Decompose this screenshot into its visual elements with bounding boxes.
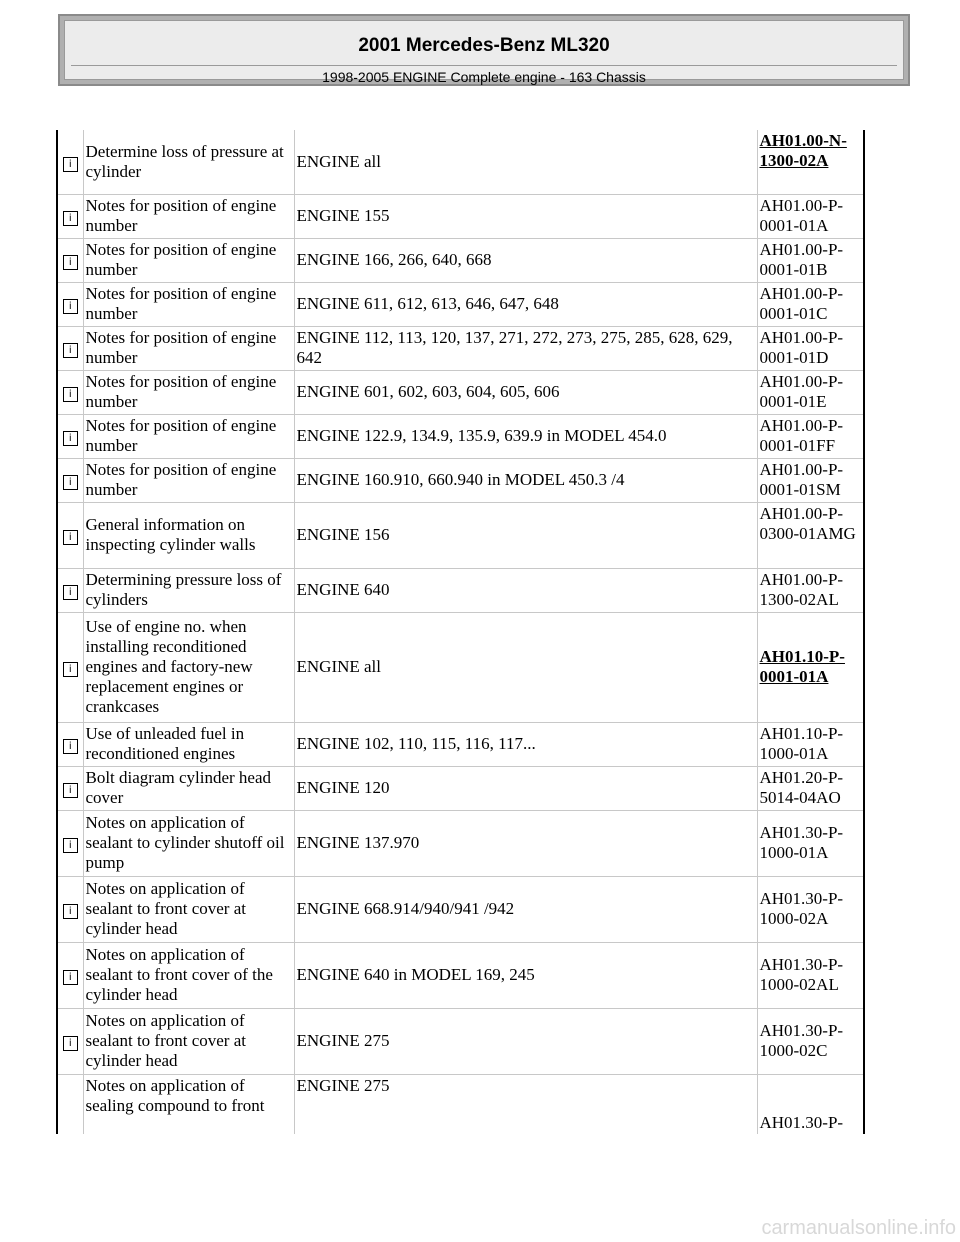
row-document <box>757 326 864 370</box>
document-link[interactable]: AH01.00-N-1300-02A <box>759 131 847 170</box>
info-icon-cell <box>57 766 83 810</box>
row-engine: ENGINE 601, 602, 603, 604, 605, 606 <box>294 370 757 414</box>
table-row <box>57 810 864 876</box>
info-icon-cell <box>57 568 83 612</box>
document-code: AH01.00-P-0001-01C <box>759 283 844 323</box>
table-row <box>57 370 864 414</box>
header-divider <box>71 65 897 66</box>
row-engine: ENGINE 155 <box>294 194 757 238</box>
row-document <box>757 876 864 942</box>
info-icon-cell <box>57 1008 83 1074</box>
row-description: Determining pressure loss of cylinders <box>83 568 294 612</box>
row-description: Use of engine no. when installing reconditioned engines and factory-new replacement engines or crankcases <box>83 612 294 722</box>
row-document <box>757 194 864 238</box>
table-row <box>57 1008 864 1074</box>
table-row <box>57 568 864 612</box>
page-header <box>58 14 910 86</box>
row-description: Notes for position of engine number <box>83 238 294 282</box>
document-code: AH01.30-P-1000-02AL <box>759 955 844 994</box>
info-icon[interactable]: i <box>63 530 78 545</box>
row-description: Bolt diagram cylinder head cover <box>83 766 294 810</box>
row-engine: ENGINE 120 <box>294 766 757 810</box>
row-engine: ENGINE 275 <box>296 1075 390 1095</box>
row-document <box>757 1074 864 1134</box>
info-icon[interactable]: i <box>63 783 78 798</box>
document-table <box>56 130 865 1134</box>
info-icon[interactable]: i <box>63 904 78 919</box>
table-row <box>57 458 864 502</box>
row-document <box>757 282 864 326</box>
row-document <box>757 414 864 458</box>
row-document <box>757 722 864 766</box>
row-document <box>757 568 864 612</box>
table-row <box>57 326 864 370</box>
info-icon-cell <box>57 876 83 942</box>
row-document <box>757 130 864 194</box>
row-document <box>757 942 864 1008</box>
info-icon[interactable]: i <box>63 662 78 677</box>
info-icon[interactable]: i <box>63 387 78 402</box>
row-engine: ENGINE 275 <box>294 1008 757 1074</box>
page-title: 2001 Mercedes-Benz ML320 <box>358 35 610 56</box>
table-row <box>57 130 864 194</box>
table-row <box>57 282 864 326</box>
row-engine: ENGINE 640 <box>294 568 757 612</box>
info-icon-cell <box>57 458 83 502</box>
row-engine: ENGINE 160.910, 660.940 in MODEL 450.3 /4 <box>294 458 757 502</box>
row-description: Notes for position of engine number <box>83 282 294 326</box>
row-description: Notes on application of sealing compound to front <box>83 1074 294 1134</box>
row-description: Notes on application of sealant to front cover at cylinder head <box>83 876 294 942</box>
row-document <box>757 502 864 568</box>
row-engine: ENGINE 640 in MODEL 169, 245 <box>294 942 757 1008</box>
info-icon[interactable]: i <box>63 1036 78 1051</box>
info-icon-cell <box>57 370 83 414</box>
info-icon-cell <box>57 942 83 1008</box>
row-description: Notes for position of engine number <box>83 326 294 370</box>
document-code: AH01.30-P-1000-02C <box>759 1021 844 1060</box>
row-document <box>757 458 864 502</box>
row-engine: ENGINE 166, 266, 640, 668 <box>294 238 757 282</box>
table-row <box>57 876 864 942</box>
info-icon[interactable]: i <box>63 585 78 600</box>
info-icon-cell <box>57 612 83 722</box>
row-description: Use of unleaded fuel in reconditioned engines <box>83 722 294 766</box>
document-code: AH01.30-P-1000-02A <box>759 889 844 928</box>
row-description: Notes on application of sealant to cylinder shutoff oil pump <box>83 810 294 876</box>
info-icon-cell <box>57 194 83 238</box>
row-engine: ENGINE all <box>294 612 757 722</box>
row-engine: ENGINE 102, 110, 115, 116, 117... <box>294 722 757 766</box>
info-icon-cell <box>57 238 83 282</box>
document-code: AH01.30-P-1000-01A <box>759 823 844 862</box>
row-description: Notes on application of sealant to front cover of the cylinder head <box>83 942 294 1008</box>
row-document <box>757 370 864 414</box>
info-icon-cell <box>57 282 83 326</box>
page-subtitle: 1998-2005 ENGINE Complete engine - 163 Chassis <box>322 69 646 85</box>
info-icon-cell <box>57 130 83 194</box>
info-icon[interactable]: i <box>63 739 78 754</box>
document-code: AH01.30-P- <box>759 1113 844 1132</box>
table-row <box>57 194 864 238</box>
watermark: carmanualsonline.info <box>761 1217 956 1239</box>
document-code: AH01.00-P-1300-02AL <box>759 569 844 609</box>
row-document <box>757 810 864 876</box>
info-icon[interactable]: i <box>63 343 78 358</box>
document-code: AH01.00-P-0300-01AMG <box>759 503 856 543</box>
row-engine: ENGINE 611, 612, 613, 646, 647, 648 <box>294 282 757 326</box>
document-code: AH01.00-P-0001-01SM <box>759 459 844 499</box>
header-panel <box>64 20 904 85</box>
info-icon[interactable]: i <box>63 475 78 490</box>
row-description: Notes for position of engine number <box>83 370 294 414</box>
row-engine: ENGINE 668.914/940/941 /942 <box>294 876 757 942</box>
info-icon-cell <box>57 326 83 370</box>
info-icon[interactable]: i <box>63 299 78 314</box>
document-code: AH01.00-P-0001-01E <box>759 371 844 411</box>
info-icon-cell <box>57 810 83 876</box>
row-engine: ENGINE 156 <box>294 502 757 568</box>
table-row <box>57 722 864 766</box>
row-description: Determine loss of pressure at cylinder <box>83 130 294 194</box>
row-engine: ENGINE 137.970 <box>294 810 757 876</box>
table-row <box>57 942 864 1008</box>
row-engine: ENGINE 122.9, 134.9, 135.9, 639.9 in MODEL 454.0 <box>294 414 757 458</box>
row-engine: ENGINE 112, 113, 120, 137, 271, 272, 273, 275, 285, 628, 629, 642 <box>294 326 757 370</box>
info-icon[interactable]: i <box>63 838 78 853</box>
document-code: AH01.20-P-5014-04AO <box>759 767 844 807</box>
row-description: Notes for position of engine number <box>83 458 294 502</box>
info-icon[interactable]: i <box>63 431 78 446</box>
document-code: AH01.00-P-0001-01FF <box>759 415 844 455</box>
row-description: General information on inspecting cylinder walls <box>83 502 294 568</box>
info-icon[interactable]: i <box>63 157 78 172</box>
row-document <box>757 766 864 810</box>
info-icon-cell <box>57 722 83 766</box>
document-link[interactable]: AH01.10-P-0001-01A <box>759 647 845 686</box>
info-icon-cell <box>57 414 83 458</box>
row-document <box>757 1008 864 1074</box>
info-icon-cell <box>57 1074 83 1134</box>
info-icon[interactable]: i <box>63 211 78 226</box>
document-code: AH01.00-P-0001-01B <box>759 239 844 279</box>
row-description: Notes for position of engine number <box>83 414 294 458</box>
row-document <box>757 612 864 722</box>
table-row <box>57 238 864 282</box>
table-row <box>57 612 864 722</box>
table-row <box>57 1074 864 1134</box>
document-code: AH01.10-P-1000-01A <box>759 723 844 763</box>
info-icon[interactable]: i <box>63 255 78 270</box>
table-row <box>57 766 864 810</box>
row-description: Notes for position of engine number <box>83 194 294 238</box>
info-icon[interactable]: i <box>63 970 78 985</box>
row-engine: ENGINE all <box>294 130 757 194</box>
table-row <box>57 502 864 568</box>
document-code: AH01.00-P-0001-01A <box>759 195 844 235</box>
document-code: AH01.00-P-0001-01D <box>759 327 844 367</box>
row-document <box>757 238 864 282</box>
table-row <box>57 414 864 458</box>
info-icon-cell <box>57 502 83 568</box>
row-description: Notes on application of sealant to front cover at cylinder head <box>83 1008 294 1074</box>
